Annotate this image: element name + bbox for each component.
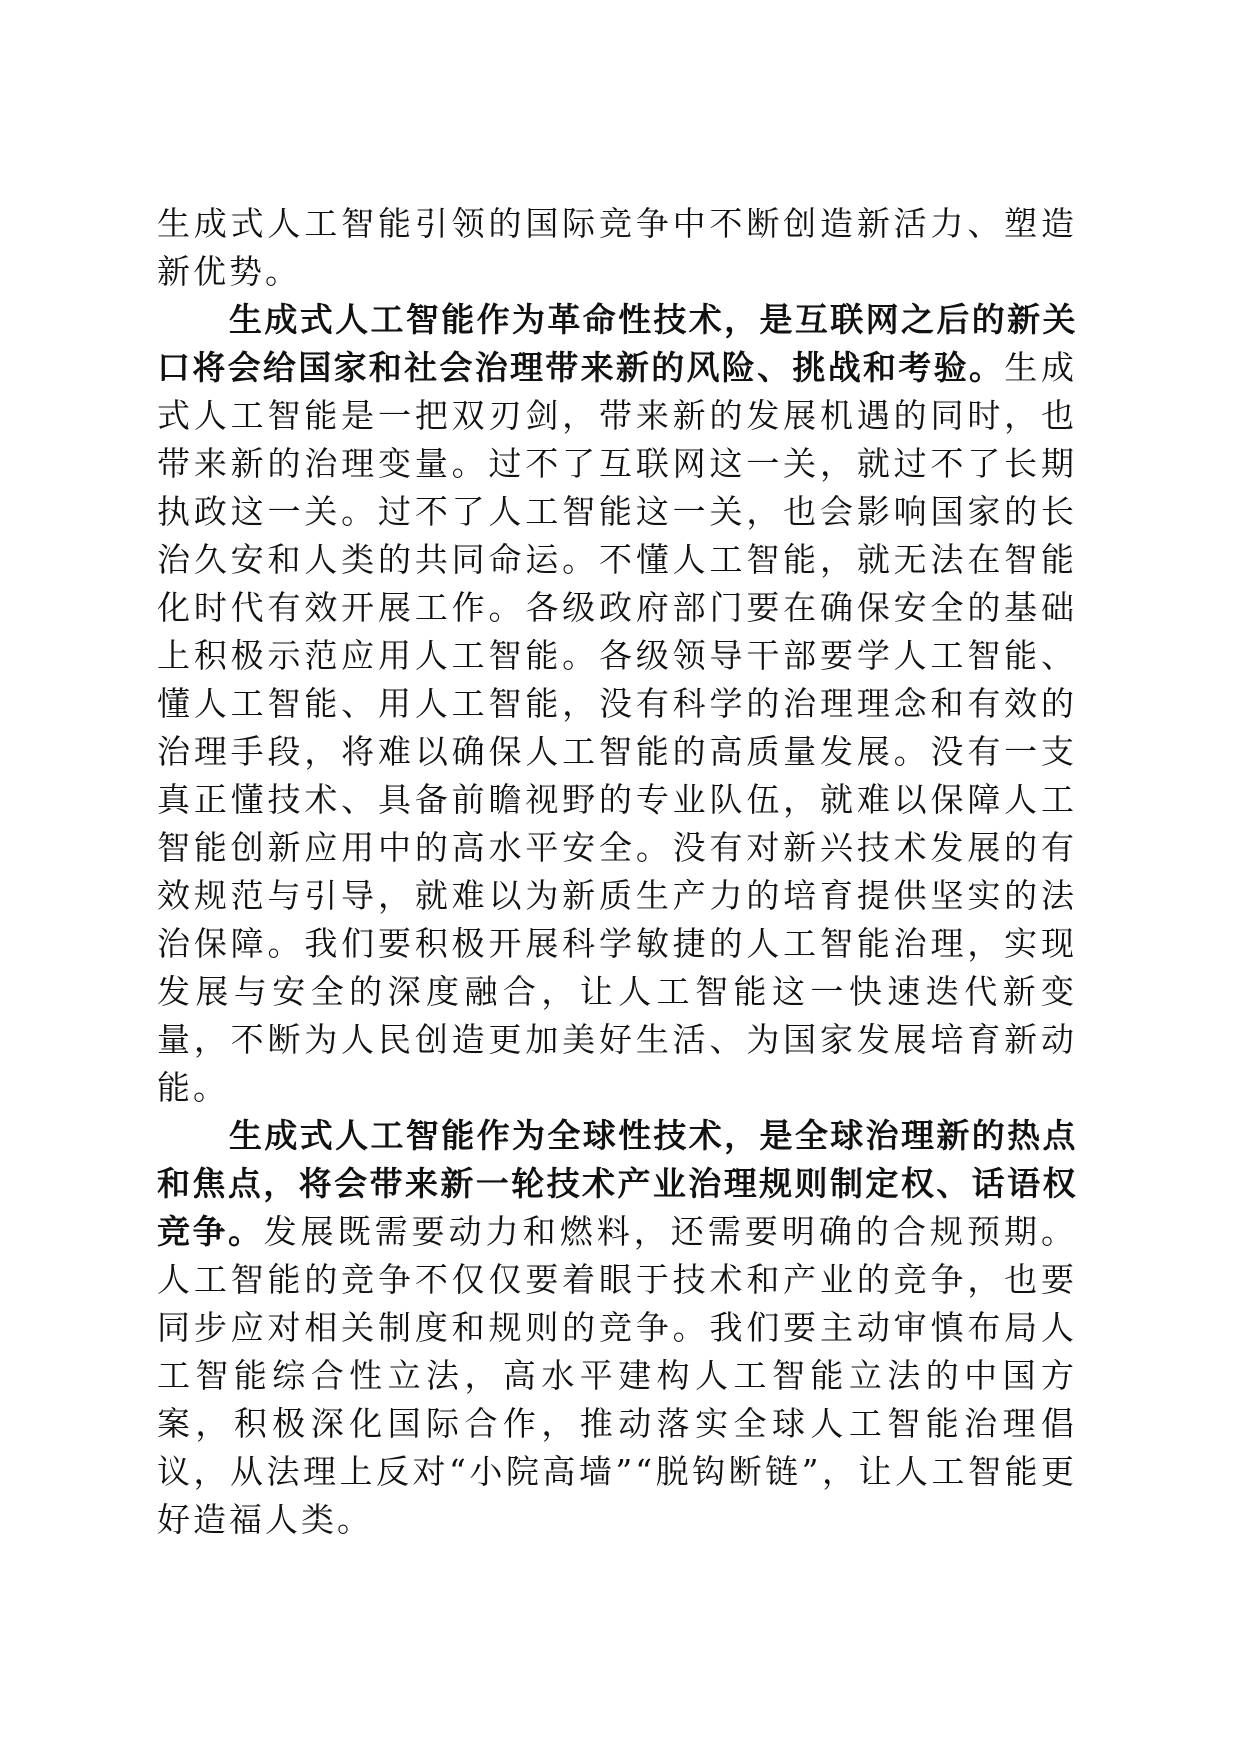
paragraph-body: 生成式人工智能引领的国际竞争中不断创造新活力、塑造新优势。 bbox=[157, 204, 1077, 291]
paragraph-global-technology bbox=[157, 1112, 1077, 1544]
paragraph-lead: 生成式人工智能作为全球性技术，是全球治理新的热点和焦点，将会带来新一轮技术产业治理规则制定权、话语权竞争。 bbox=[157, 1116, 1077, 1251]
paragraph-body: 发展既需要动力和燃料，还需要明确的合规预期。人工智能的竞争不仅仅要着眼于技术和产业的竞争，也要同步应对相关制度和规则的竞争。我们要主动审慎布局人工智能综合性立法，高水平建构人工智能立法的中国方案，积极深化国际合作，推动落实全球人工智能治理倡议，从法理上反对“小院高墙”“脱钩断链”，让人工智能更好造福人类。 bbox=[157, 1212, 1077, 1539]
paragraph-continuation bbox=[157, 200, 1077, 296]
document-page bbox=[157, 200, 1077, 1544]
paragraph-revolutionary-technology bbox=[157, 296, 1077, 1112]
paragraph-body: 生成式人工智能是一把双刃剑，带来新的发展机遇的同时，也带来新的治理变量。过不了互联网这一关，就过不了长期执政这一关。过不了人工智能这一关，也会影响国家的长治久安和人类的共同命运。不懂人工智能，就无法在智能化时代有效开展工作。各级政府部门要在确保安全的基础上积极示范应用人工智能。各级领导干部要学人工智能、懂人工智能、用人工智能，没有科学的治理理念和有效的治理手段，将难以确保人工智能的高质量发展。没有一支真正懂技术、具备前瞻视野的专业队伍，就难以保障人工智能创新应用中的高水平安全。没有对新兴技术发展的有效规范与引导，就难以为新质生产力的培育提供坚实的法治保障。我们要积极开展科学敏捷的人工智能治理，实现发展与安全的深度融合，让人工智能这一快速迭代新变量，不断为人民创造更加美好生活、为国家发展培育新动能。 bbox=[157, 348, 1078, 1107]
paragraph-lead: 生成式人工智能作为革命性技术，是互联网之后的新关口将会给国家和社会治理带来新的风险、挑战和考验。 bbox=[157, 300, 1077, 387]
